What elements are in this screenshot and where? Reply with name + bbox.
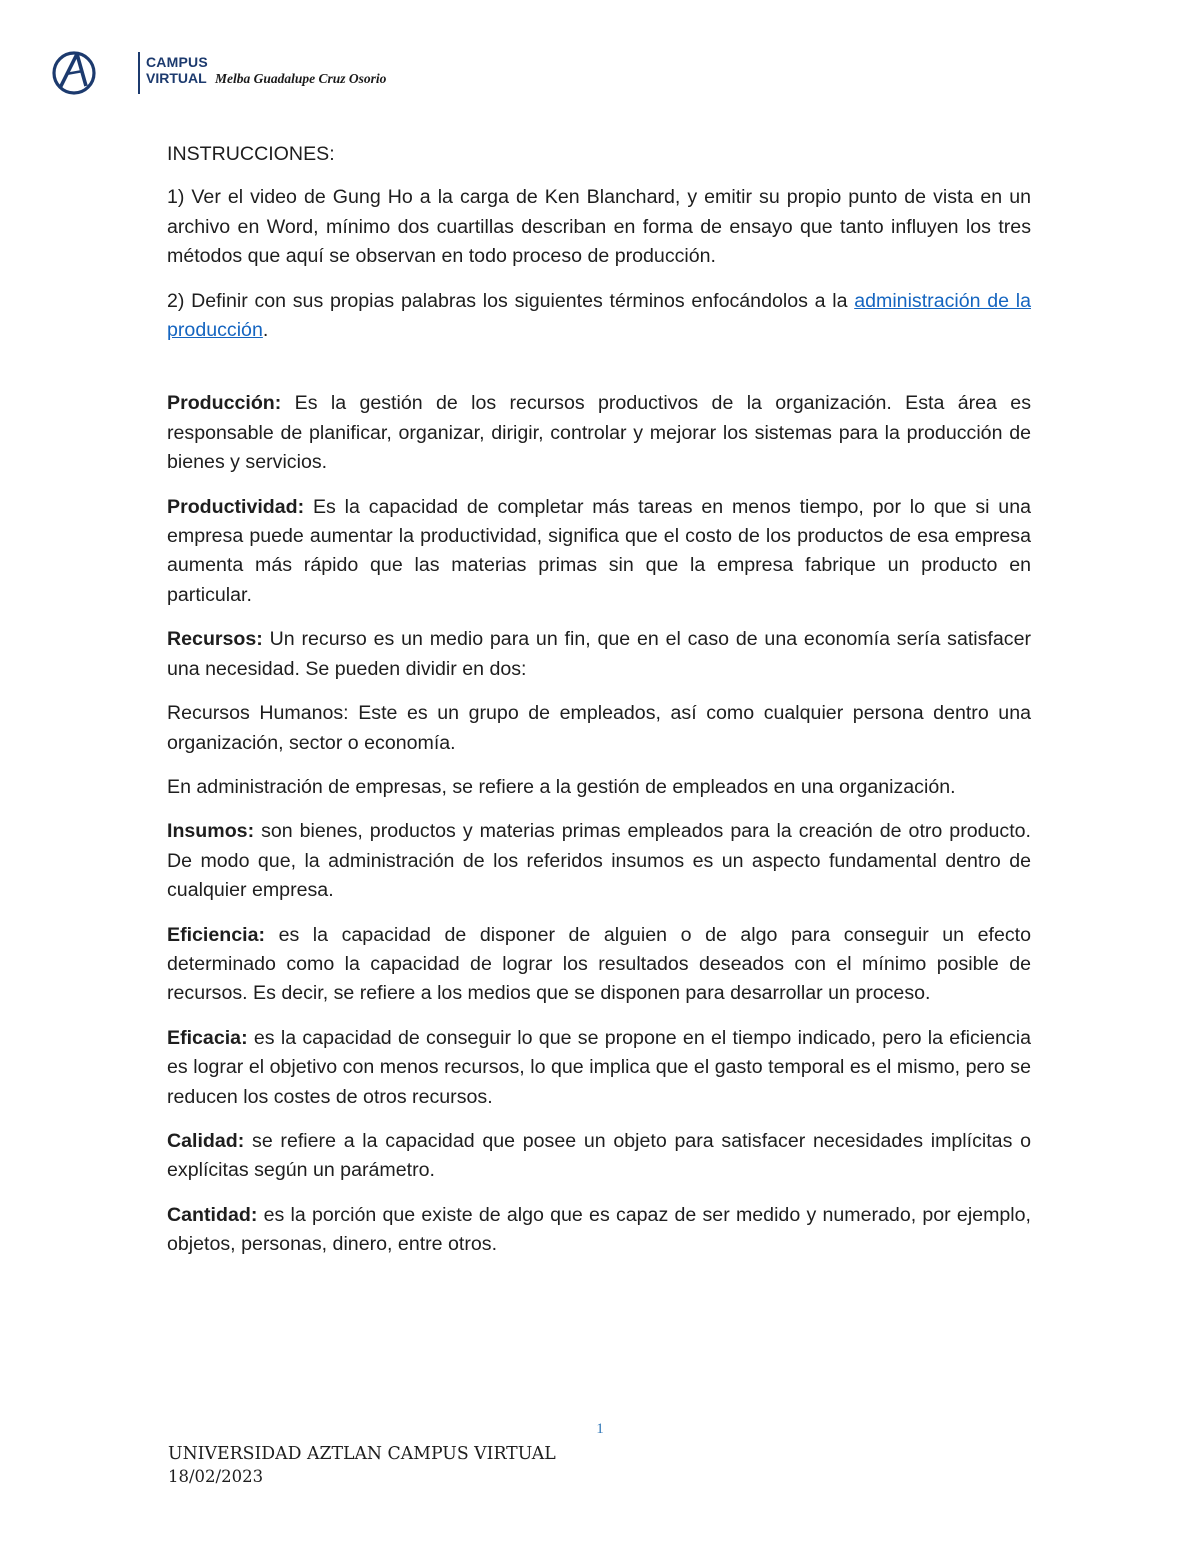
paragraph-recursos-humanos: Recursos Humanos: Este es un grupo de empleados, así como cualquier persona dentro una organización, sector o economía.	[167, 702, 1031, 754]
instructions-heading: INSTRUCCIONES:	[167, 143, 335, 165]
author-name: Melba Guadalupe Cruz Osorio	[215, 71, 387, 86]
definition-insumos	[167, 817, 1031, 905]
page-number: 1	[596, 1421, 604, 1437]
instruction-item-2-end: .	[262, 319, 269, 342]
definition-text: es la capacidad de conseguir lo que se propone en el tiempo indicado, pero la eficiencia es lograr el objetivo con menos recursos, lo que implica que el gasto temporal es el mismo, pero se reducen los costes de otros recursos.	[167, 1026, 1031, 1108]
definition-text: son bienes, productos y materias primas empleados para la creación de otro producto. De modo que, la administración de los referidos insumos es un aspecto fundamental dentro de cualquier empresa.	[167, 820, 1031, 902]
definition-productividad	[167, 493, 1031, 611]
footer-institution: UNIVERSIDAD AZTLAN CAMPUS VIRTUAL	[168, 1444, 556, 1464]
page-header	[50, 46, 470, 100]
definition-text: Es la gestión de los recursos productivos de la organización. Esta área es responsable de planificar, organizar, dirigir, controlar y mejorar los sistemas para la producción de bienes y servicios.	[167, 392, 1031, 474]
definition-term: Productividad:	[167, 495, 305, 518]
logo-text-virtual: VIRTUAL	[146, 70, 207, 86]
definition-term: Calidad:	[167, 1129, 245, 1152]
definition-term: Insumos:	[167, 820, 255, 843]
definition-text: Es la capacidad de completar más tareas en menos tiempo, por lo que si una empresa puede aumentar la productividad, significa que el costo de los productos de esa empresa aumenta más rápido que las materias primas sin que la empresa fabrique un producto en particular.	[167, 495, 1031, 606]
definition-term: Eficiencia:	[167, 923, 266, 946]
instruction-item-1: 1) Ver el video de Gung Ho a la carga de Ken Blanchard, y emitir su propio punto de vista en un archivo en Word, mínimo dos cuartillas describan en forma de ensayo que tanto influyen los tres métodos que aquí se observan en todo proceso de producción.	[167, 186, 1031, 268]
definition-text: se refiere a la capacidad que posee un objeto para satisfacer necesidades implícitas o explícitas según un parámetro.	[167, 1129, 1031, 1182]
definition-term: Cantidad:	[167, 1203, 258, 1226]
definition-eficacia	[167, 1024, 1031, 1112]
definition-eficiencia	[167, 921, 1031, 1009]
paragraph-administracion-empresas: En administración de empresas, se refiere a la gestión de empleados en una organización.	[167, 775, 956, 798]
instruction-item-2-text: 2) Definir con sus propias palabras los siguientes términos enfocándolos a la	[167, 289, 855, 312]
definition-calidad	[167, 1127, 1031, 1186]
definition-text: Un recurso es un medio para un fin, que en el caso de una economía sería satisfacer una necesidad. Se pueden dividir en dos:	[167, 628, 1031, 680]
definition-term: Eficacia:	[167, 1026, 248, 1049]
definition-produccion	[167, 389, 1031, 477]
campus-virtual-logo-icon	[50, 46, 98, 98]
definition-term: Recursos:	[167, 628, 263, 651]
logo-text-campus: CAMPUS	[146, 54, 208, 70]
logo-divider	[138, 52, 140, 94]
document-body	[167, 140, 1031, 1275]
definition-text: es la capacidad de disponer de alguien o de algo para conseguir un efecto determinado como la capacidad de lograr los resultados deseados con el mínimo posible de recursos. Es decir, se refiere a los medios que se disponen para desarrollar un proceso.	[167, 923, 1031, 1005]
definition-recursos	[167, 625, 1031, 684]
instruction-item-2	[167, 287, 1031, 346]
definition-term: Producción:	[167, 392, 282, 415]
footer-date: 18/02/2023	[168, 1467, 264, 1486]
administracion-link[interactable]: administración de la producción	[167, 289, 1031, 342]
definition-text: es la porción que existe de algo que es capaz de ser medido y numerado, por ejemplo, objetos, personas, dinero, entre otros.	[167, 1203, 1031, 1256]
definition-cantidad	[167, 1201, 1031, 1260]
